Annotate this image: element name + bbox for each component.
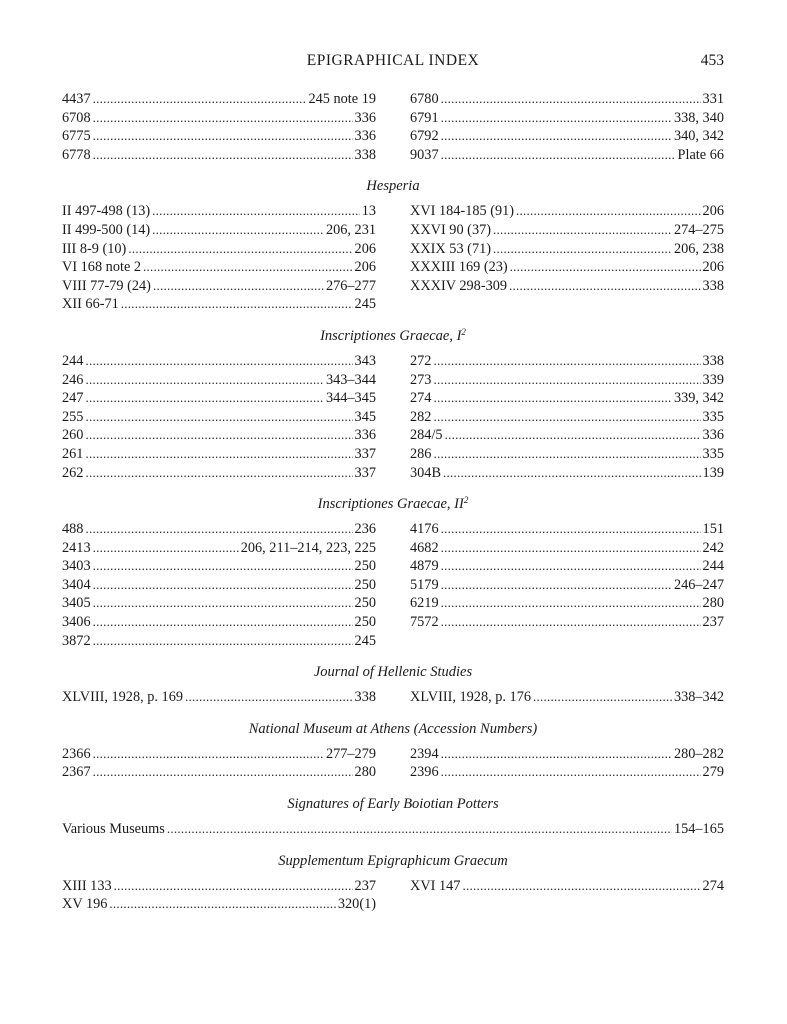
entry-label: 3405 [62,595,91,612]
entry-label: 6792 [410,128,439,145]
dot-leader [533,688,672,707]
entry-label: 2413 [62,539,91,556]
entry-label: 3403 [62,558,91,575]
dot-leader [93,594,353,613]
index-entry [62,895,376,914]
dot-leader [441,539,701,558]
entry-label: XVI 184-185 (91) [410,203,515,220]
entry-label: 2366 [62,745,91,762]
index-entry [410,352,724,371]
dot-leader [441,613,701,632]
index-entry [410,688,724,707]
index-entry [62,202,376,221]
index-entry [62,408,376,427]
index-entry [410,745,724,764]
entry-page-ref: 336 [702,427,724,444]
index-entry [62,688,376,707]
index-entry [62,258,376,277]
entry-page-ref: 338 [702,352,724,369]
entry-label: XII 66-71 [62,296,119,313]
index-entry [62,277,376,296]
dot-leader [85,464,352,483]
page-title: EPIGRAPHICAL INDEX [306,52,480,69]
entry-page-ref: 206 [354,259,376,276]
section-title-text: Inscriptiones Graecae, II [317,496,464,513]
dot-leader [93,745,324,764]
index-entry [62,520,376,539]
section-title-superscript: 2 [461,326,466,337]
page-number: 453 [700,52,724,69]
index-entry [410,520,724,539]
entry-page-ref: 336 [354,109,376,126]
section-untitled [62,90,724,164]
entry-label: XXIX 53 (71) [410,240,491,257]
entry-label: XXXIII 169 (23) [410,259,508,276]
entry-label: XV 196 [62,896,108,913]
dot-leader [443,464,701,483]
entry-page-ref: 336 [354,427,376,444]
section-ig-i [62,352,724,482]
dot-leader [93,146,353,165]
index-entry [410,109,724,128]
entry-page-ref: 279 [702,764,724,781]
dot-leader [93,539,239,558]
section-title-hesperia: Hesperia [366,178,420,195]
dot-leader [121,295,353,314]
entry-label: 7572 [410,614,439,631]
left-column [62,520,376,650]
dot-leader [93,557,353,576]
right-column [410,202,724,314]
dot-leader [493,240,672,259]
index-entry [62,352,376,371]
entry-page-ref: 337 [354,445,376,462]
dot-leader [433,408,700,427]
dot-leader [109,895,335,914]
entry-page-ref: 250 [354,614,376,631]
entry-label: 6219 [410,595,439,612]
index-entry [410,371,724,390]
section-title-national-museum: National Museum at Athens (Accession Numbers) [248,720,538,737]
entry-page-ref: 338 [354,146,376,163]
entry-page-ref: 340, 342 [673,128,724,145]
index-entry [410,90,724,109]
right-column [410,877,724,914]
dot-leader [441,520,701,539]
index-entry [62,90,376,109]
index-entry [62,820,724,839]
dot-leader [93,90,307,109]
section-jhs [62,688,724,707]
entry-page-ref: 277–279 [325,745,376,762]
right-column [410,90,724,164]
entry-page-ref: 280 [354,764,376,781]
index-entry [410,763,724,782]
entry-page-ref: 206 [702,203,724,220]
left-column [62,202,376,314]
dot-leader [85,371,324,390]
left-column [62,877,376,914]
index-entry [410,539,724,558]
entry-label: III 8-9 (10) [62,240,127,257]
entry-page-ref: 206, 211–214, 223, 225 [240,539,376,556]
index-entry [410,240,724,259]
section-title-seg: Supplementum Epigraphicum Graecum [278,852,508,869]
entry-label: 284/5 [410,427,443,444]
dot-leader [441,763,701,782]
dot-leader [93,127,353,146]
entry-label: 6780 [410,91,439,107]
entry-page-ref: 242 [702,539,724,556]
entry-label: VIII 77-79 (24) [62,277,151,294]
entry-page-ref: 343–344 [325,371,376,388]
dot-leader [167,820,672,839]
dot-leader [441,557,701,576]
entry-label: VI 168 note 2 [62,259,142,276]
dot-leader [85,520,352,539]
entry-label: 2396 [410,764,439,781]
dot-leader [93,613,353,632]
entry-page-ref: 337 [354,464,376,481]
index-entry [62,127,376,146]
entry-page-ref: 237 [354,877,376,894]
index-entry [62,576,376,595]
section-title-ig-ii [62,494,724,514]
entry-page-ref: 206, 231 [325,221,376,238]
entry-label: 3404 [62,576,91,593]
index-entry [410,258,724,277]
dot-leader [493,221,672,240]
entry-page-ref: 236 [354,521,376,538]
index-entry [62,445,376,464]
dot-leader [433,352,700,371]
entry-label: II 497-498 (13) [62,203,151,220]
dot-leader [433,389,672,408]
index-entry [410,146,724,165]
left-column [62,745,376,782]
dot-leader [462,877,700,896]
index-entry [410,426,724,445]
left-column [62,352,376,482]
entry-page-ref: 339 [702,371,724,388]
section-ig-ii [62,520,724,650]
left-column [62,688,376,707]
section-seg [62,877,724,914]
dot-leader [153,277,324,296]
index-entry [62,594,376,613]
entry-page-ref: 335 [702,408,724,425]
index-entry [62,557,376,576]
entry-label: 262 [62,464,84,481]
section-hesperia [62,202,724,314]
entry-label: 244 [62,352,84,369]
entry-label: 273 [410,371,432,388]
entry-page-ref: 335 [702,445,724,462]
index-entry [62,146,376,165]
entry-page-ref: 345 [354,408,376,425]
index-entry [410,877,724,896]
entry-label: 9037 [410,146,439,163]
entry-label: XLVIII, 1928, p. 176 [410,689,531,706]
dot-leader [85,352,352,371]
entry-label: 488 [62,521,84,538]
entry-page-ref: 206 [702,259,724,276]
entry-label: II 499-500 (14) [62,221,151,238]
entry-label: XXXIV 298-309 [410,277,508,294]
dot-leader [152,221,324,240]
index-entry [62,221,376,240]
entry-page-ref: 320(1) [337,896,376,913]
entry-page-ref: 206 [354,240,376,257]
entry-page-ref: 280 [702,595,724,612]
entry-label: Various Museums [62,821,165,838]
entry-page-ref: 339, 342 [673,390,724,407]
entry-label: 4682 [410,539,439,556]
entry-page-ref: 274–275 [673,221,724,238]
entry-page-ref: 343 [354,352,376,369]
entry-page-ref: 338 [702,277,724,294]
dot-leader [441,127,672,146]
dot-leader [510,258,701,277]
section-title-jhs: Journal of Hellenic Studies [313,664,473,681]
entry-page-ref: Plate 66 [677,146,724,163]
entry-page-ref: 331 [702,91,724,107]
entry-label: XLVIII, 1928, p. 169 [62,689,183,706]
entry-page-ref: 338, 340 [673,109,724,126]
entry-label: 6778 [62,146,91,163]
dot-leader [93,109,353,128]
dot-leader [441,576,672,595]
index-entry [62,539,376,558]
entry-page-ref: 338–342 [673,689,724,706]
index-entry [62,877,376,896]
right-column [410,688,724,707]
entry-label: 304B [410,464,441,481]
index-entry [62,371,376,390]
entry-page-ref: 13 [361,203,376,220]
entry-page-ref: 246–247 [673,576,724,593]
index-entry [410,594,724,613]
entry-page-ref: 336 [354,128,376,145]
entry-page-ref: 237 [702,614,724,631]
dot-leader [441,90,701,109]
entry-page-ref: 151 [702,521,724,538]
index-entry [62,632,376,651]
entry-label: 247 [62,390,84,407]
index-entry [410,613,724,632]
index-entry [410,464,724,483]
dot-leader [441,109,672,128]
dot-leader [128,240,352,259]
index-entry [62,464,376,483]
dot-leader [441,745,672,764]
index-entry [410,277,724,296]
entry-label: 6775 [62,128,91,145]
section-boiotian-potters [62,820,724,839]
right-column [410,352,724,482]
dot-leader [185,688,353,707]
dot-leader [441,146,676,165]
index-page [62,50,724,914]
entry-page-ref: 250 [354,595,376,612]
dot-leader [114,877,353,896]
entry-label: 4437 [62,91,91,107]
entry-page-ref: 139 [702,464,724,481]
entry-label: 5179 [410,576,439,593]
dot-leader [143,258,353,277]
section-title-ig-i [62,326,724,346]
entry-label: 6791 [410,109,439,126]
entry-page-ref: 250 [354,576,376,593]
entry-label: XIII 133 [62,877,112,894]
index-entry [410,576,724,595]
entry-label: 261 [62,445,84,462]
entry-label: 246 [62,371,84,388]
dot-leader [93,763,353,782]
dot-leader [93,576,353,595]
index-entry [410,557,724,576]
index-entry [62,763,376,782]
entry-label: 6708 [62,109,91,126]
entry-label: 282 [410,408,432,425]
section-title-text: Inscriptiones Graecae, I [320,327,462,344]
dot-leader [85,408,352,427]
index-entry [62,613,376,632]
index-entry [410,408,724,427]
index-entry [410,221,724,240]
index-entry [62,109,376,128]
entry-page-ref: 338 [354,689,376,706]
index-entry [62,240,376,259]
dot-leader [93,632,353,651]
dot-leader [85,389,324,408]
index-entry [62,745,376,764]
entry-page-ref: 245 [354,296,376,313]
entry-page-ref: 245 note 19 [308,91,376,107]
section-title-boiotian-potters: Signatures of Early Boiotian Potters [287,796,499,813]
entry-label: XVI 147 [410,877,461,894]
entry-label: 3406 [62,614,91,631]
running-head [62,50,724,76]
entry-label: 4176 [410,521,439,538]
entry-page-ref: 245 [354,632,376,649]
entry-label: 255 [62,408,84,425]
entry-label: 3872 [62,632,91,649]
dot-leader [433,445,700,464]
entry-label: 4879 [410,558,439,575]
entry-label: 2367 [62,764,91,781]
entry-label: 272 [410,352,432,369]
right-column [410,520,724,650]
right-column [410,745,724,782]
left-column [62,90,376,164]
index-entry [62,426,376,445]
index-entry [410,389,724,408]
entry-page-ref: 344–345 [325,390,376,407]
entry-label: XXVI 90 (37) [410,221,491,238]
entry-label: 260 [62,427,84,444]
entry-page-ref: 154–165 [673,821,724,838]
index-entry [62,295,376,314]
entry-label: 274 [410,390,432,407]
entry-page-ref: 276–277 [325,277,376,294]
index-entry [62,389,376,408]
entry-label: 286 [410,445,432,462]
entry-page-ref: 274 [702,877,724,894]
dot-leader [433,371,700,390]
entry-page-ref: 280–282 [673,745,724,762]
dot-leader [445,426,701,445]
dot-leader [152,202,360,221]
index-entry [410,202,724,221]
index-entry [410,127,724,146]
entry-page-ref: 250 [354,558,376,575]
entry-page-ref: 206, 238 [673,240,724,257]
dot-leader [516,202,701,221]
dot-leader [509,277,701,296]
entry-page-ref: 244 [702,558,724,575]
section-national-museum [62,745,724,782]
dot-leader [85,445,352,464]
section-title-superscript: 2 [463,495,469,506]
dot-leader [85,426,352,445]
index-entry [410,445,724,464]
entry-label: 2394 [410,745,439,762]
dot-leader [441,594,701,613]
